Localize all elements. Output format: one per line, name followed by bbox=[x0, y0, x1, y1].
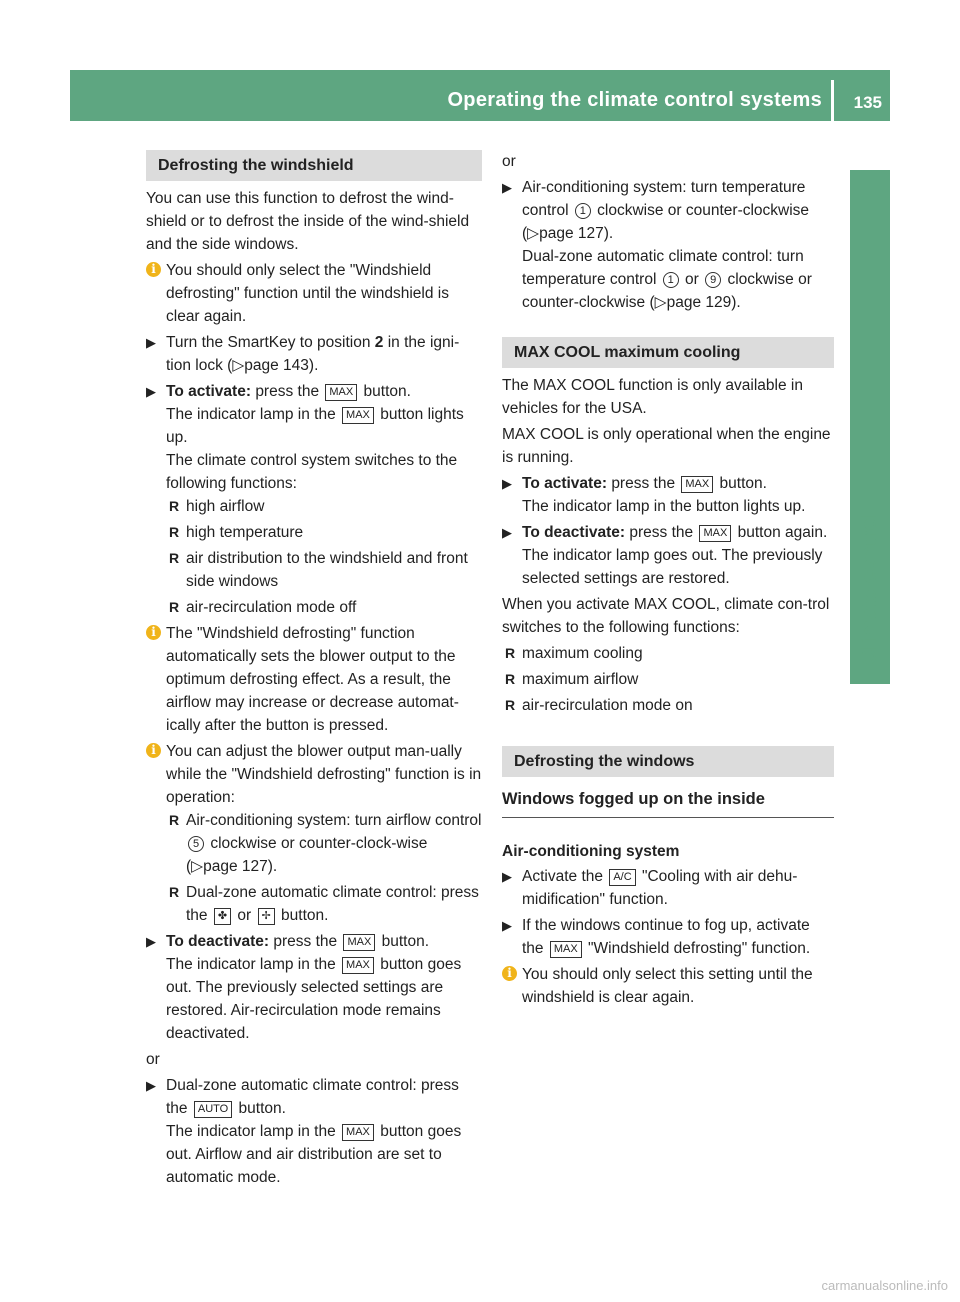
intro-text: You can use this function to defrost the wind-shield or to defrost the inside of the wind-shield and the side windows. bbox=[146, 190, 470, 253]
list-item: R air-recirculation mode on bbox=[502, 694, 834, 717]
bullet-icon: R bbox=[169, 812, 180, 828]
page-ref-icon: ▷ bbox=[654, 294, 667, 311]
list-item: R Air-conditioning system: turn airflow control 5 clockwise or counter-clock-wise (▷page 127). bbox=[166, 809, 482, 878]
step-arrow-icon: ▶ bbox=[502, 180, 512, 195]
step-item: ▶ To deactivate: press the MAX button again. The indicator lamp goes out. The previously selected settings are restored. bbox=[502, 521, 834, 590]
bullet-icon: R bbox=[169, 524, 180, 540]
fan-down-icon: ✢ bbox=[258, 908, 275, 925]
list-item: R high airflow bbox=[166, 495, 482, 518]
info-note: i You should only select the "Windshield defrosting" function until the windshield is clear again. bbox=[146, 259, 482, 328]
step-item: ▶ To activate: press the MAX button. The indicator lamp in the button lights up. bbox=[502, 472, 834, 518]
body-text: MAX COOL is only operational when the engine is running. bbox=[502, 426, 831, 466]
bullet-icon: R bbox=[169, 498, 180, 514]
footer-watermark: carmanualsonline.info bbox=[821, 1278, 948, 1293]
defrost-button-icon: MAX bbox=[325, 384, 357, 401]
step-arrow-icon: ▶ bbox=[146, 934, 156, 949]
side-tab-label: Climate control bbox=[858, 512, 881, 665]
bullet-icon: R bbox=[169, 550, 180, 566]
ac-button-icon: A/C bbox=[609, 869, 635, 886]
step-item: ▶ Dual-zone automatic climate control: press the AUTO button. The indicator lamp in the MAX button goes out. Airflow and air distribution are set to automatic mode. bbox=[146, 1074, 482, 1189]
step-item: ▶ To deactivate: press the MAX button. The indicator lamp in the MAX button goes out. The previously selected settings are restored. Air-recirculation mode remains deactivated. bbox=[146, 930, 482, 1045]
defrost-button-icon: MAX bbox=[342, 957, 374, 974]
page-ref-icon: ▷ bbox=[232, 357, 245, 374]
defrost-button-icon: MAX bbox=[342, 1124, 374, 1141]
defrost-button-icon: MAX bbox=[343, 934, 375, 951]
control-number-icon: 1 bbox=[663, 272, 679, 288]
step-arrow-icon: ▶ bbox=[146, 335, 156, 350]
right-column bbox=[502, 150, 834, 1012]
bullet-icon: R bbox=[505, 671, 516, 687]
control-number-icon: 1 bbox=[575, 203, 591, 219]
step-item: ▶ To activate: press the MAX button. The indicator lamp in the MAX button lights up. The climate control system switches to the following functions: R high airflow R high temperature R air distribution to the windshield and front side windows R air-recirculation mode off bbox=[146, 380, 482, 619]
info-icon: i bbox=[146, 625, 161, 640]
bullet-icon: R bbox=[169, 884, 180, 900]
bullet-icon: R bbox=[505, 645, 516, 661]
defrost-button-icon: MAX bbox=[342, 407, 374, 424]
left-column bbox=[146, 150, 482, 1192]
subsection-heading-ac: Air-conditioning system bbox=[502, 843, 680, 860]
fan-up-icon: ✤ bbox=[214, 908, 231, 925]
list-item: R maximum airflow bbox=[502, 668, 834, 691]
page-number: 135 bbox=[853, 93, 882, 112]
page-header bbox=[70, 70, 890, 121]
step-arrow-icon: ▶ bbox=[502, 476, 512, 491]
body-text: When you activate MAX COOL, climate con-trol switches to the following functions: bbox=[502, 596, 830, 636]
section-heading-defrost-windshield: Defrosting the windshield bbox=[146, 150, 482, 181]
step-item: ▶ If the windows continue to fog up, activate the MAX "Windshield defrosting" function. bbox=[502, 914, 834, 960]
list-item: R air distribution to the windshield and front side windows bbox=[166, 547, 482, 593]
maxcool-button-icon: MAX bbox=[681, 476, 713, 493]
step-arrow-icon: ▶ bbox=[502, 869, 512, 884]
control-number-icon: 9 bbox=[705, 272, 721, 288]
maxcool-button-icon: MAX bbox=[699, 525, 731, 542]
info-note: i The "Windshield defrosting" function automatically sets the blower output to the optimum defrosting effect. As a result, the airflow may increase or decrease automat-ically after the button is pressed. bbox=[146, 622, 482, 737]
body-text: The MAX COOL function is only available in vehicles for the USA. bbox=[502, 377, 803, 417]
info-icon: i bbox=[502, 966, 517, 981]
step-arrow-icon: ▶ bbox=[502, 525, 512, 540]
or-text: or bbox=[146, 1051, 160, 1068]
section-heading-defrost-windows: Defrosting the windows bbox=[502, 746, 834, 777]
step-item: ▶ Air-conditioning system: turn temperature control 1 clockwise or counter-clockwise (▷page 127). Dual-zone automatic climate control: turn temperature control 1 or 9 clockwise or counter-clockwise (▷page 129). bbox=[502, 176, 834, 314]
step-arrow-icon: ▶ bbox=[146, 1078, 156, 1093]
page-ref-icon: ▷ bbox=[191, 858, 204, 875]
list-item: R air-recirculation mode off bbox=[166, 596, 482, 619]
chapter-title: Operating the climate control systems bbox=[447, 89, 822, 111]
control-number-icon: 5 bbox=[188, 836, 204, 852]
defrost-button-icon: MAX bbox=[550, 941, 582, 958]
subsection-heading-fogged: Windows fogged up on the inside bbox=[502, 787, 834, 818]
or-text: or bbox=[502, 153, 516, 170]
info-icon: i bbox=[146, 743, 161, 758]
list-item: R high temperature bbox=[166, 521, 482, 544]
bullet-icon: R bbox=[505, 697, 516, 713]
header-divider bbox=[831, 80, 834, 121]
step-item: ▶ Activate the A/C "Cooling with air dehu-midification" function. bbox=[502, 865, 834, 911]
info-note: i You should only select this setting until the windshield is clear again. bbox=[502, 963, 834, 1009]
page-ref-icon: ▷ bbox=[527, 225, 540, 242]
list-item: R maximum cooling bbox=[502, 642, 834, 665]
step-item: ▶ Turn the SmartKey to position 2 in the igni-tion lock (▷page 143). bbox=[146, 331, 482, 377]
list-item: R Dual-zone automatic climate control: press the ✤ or ✢ button. bbox=[166, 881, 482, 927]
step-arrow-icon: ▶ bbox=[502, 918, 512, 933]
auto-button-icon: AUTO bbox=[194, 1101, 232, 1118]
bullet-icon: R bbox=[169, 599, 180, 615]
section-heading-maxcool: MAX COOL maximum cooling bbox=[502, 337, 834, 368]
info-note: i You can adjust the blower output man-ually while the "Windshield defrosting" function is in operation: R Air-conditioning system: turn airflow control 5 clockwise or counter-clock-wise (▷page 127). R Dual-zone automatic climate control: press the ✤ or ✢ button. bbox=[146, 740, 482, 927]
info-icon: i bbox=[146, 262, 161, 277]
step-arrow-icon: ▶ bbox=[146, 384, 156, 399]
